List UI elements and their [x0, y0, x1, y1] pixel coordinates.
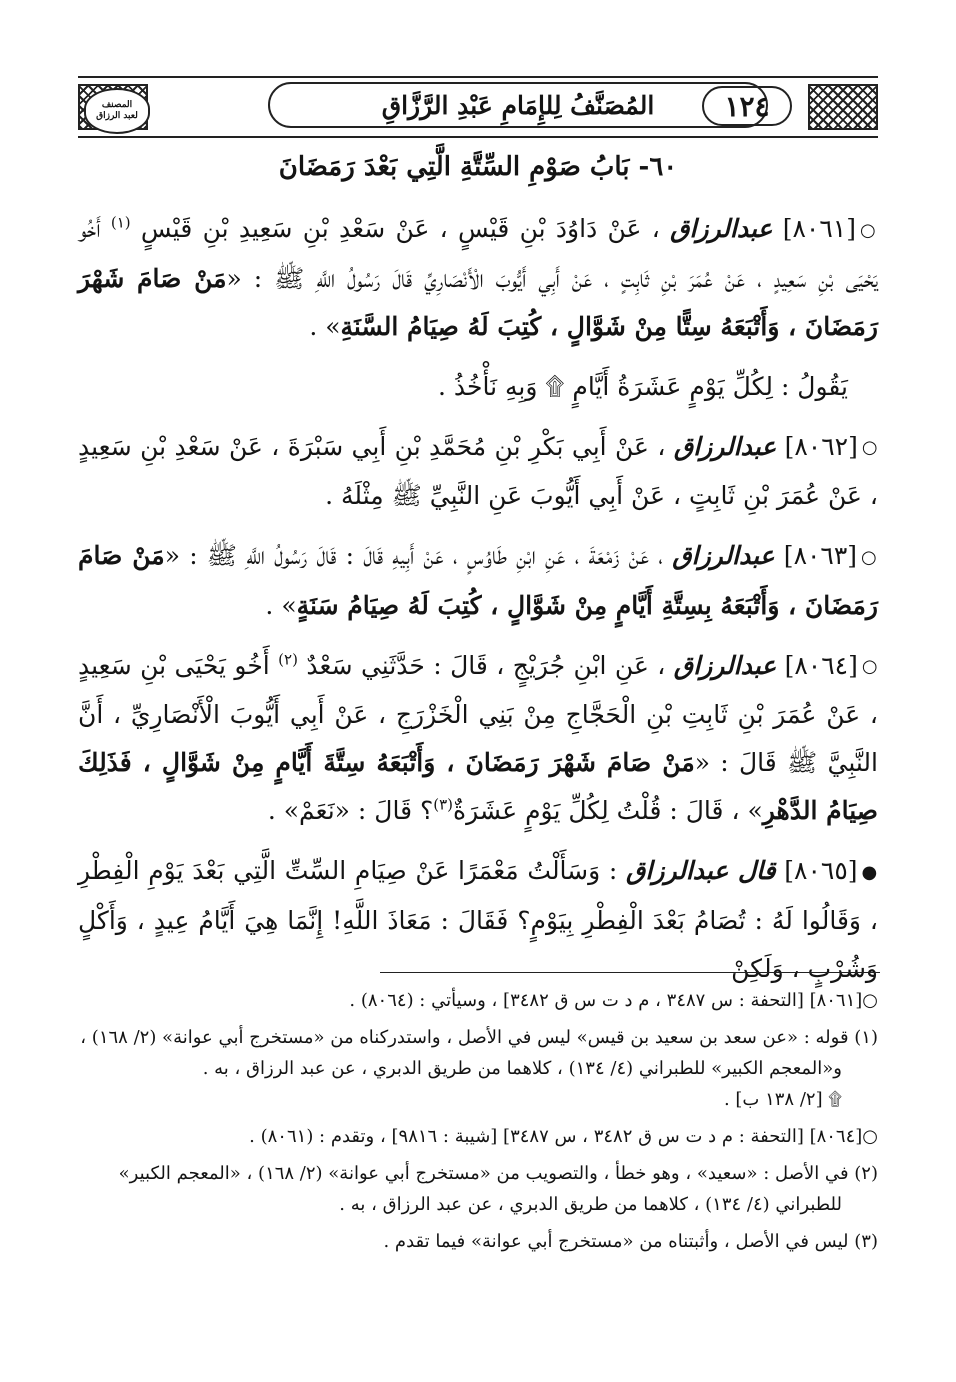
- footnote-3: (٣) ليس في الأصل ، وأثبتناه من «مستخرج أبي عوانة» فيما تقدم .: [383, 1231, 878, 1252]
- narrator: قال عبدالرزاق: [626, 856, 776, 885]
- narrator: عبدالرزاق: [670, 214, 773, 243]
- hadith-number: [٨٠٦١]: [782, 214, 856, 243]
- hadith-marker: ○: [861, 656, 879, 677]
- header-ornament-right: [808, 84, 878, 130]
- chapter-heading: ٦٠- بَابُ صَوْمِ السِّتَّةِ الَّتِي بَعْدَ رَمَضَانَ: [278, 152, 678, 182]
- emblem-line-1: المصنف: [101, 100, 133, 110]
- narrator: عبدالرزاق: [672, 541, 775, 570]
- running-header: [78, 76, 878, 138]
- hadith-8065: [78, 847, 878, 993]
- narrator: عبدالرزاق: [673, 650, 777, 680]
- hadith-marker: ○: [861, 437, 879, 458]
- hadith-number: [٨٠٦٢]: [784, 431, 858, 461]
- footnote-line: (٢) في الأصل : «سعيد» ، وهو خطأ ، والتصويب من «مستخرج أبي عوانة» (٢/ ١٦٨) ، «المعجم الكبير»: [118, 1163, 878, 1184]
- hadith-text: » .: [309, 311, 341, 341]
- hadith-text: ؟ قَالَ : «نَعَمْ» .: [267, 796, 434, 825]
- hadith-text: أَخُو يَحْيَى بْنِ سَعِيدٍ ، عَنْ عُمَرَ بْنِ ثَابِتٍ ، عَنْ أَبِي أَيُّوبَ الْأَنْصَارِيِّ قَالَ رَسُولُ اللَّهِ ﷺ : «: [78, 214, 879, 293]
- footnote-2: [78, 1158, 878, 1220]
- hadith-text: ، عَنِ ابْنِ جُرَيْجٍ ، قَالَ : حَدَّثَنِي سَعْدٌ: [306, 650, 666, 680]
- emblem-line-2: لعبد الرزاق: [96, 111, 138, 121]
- hadith-body: [78, 205, 878, 1005]
- footnote-takhrij-8064: ○[٨٠٦٤] [التحفة : م د ت س ق ٣٤٨٢ ، س ٣٤٨٧] [شيبة : ٩٨١٦] ، وتقدم : (٨٠٦١) .: [249, 1126, 878, 1147]
- page-number: ١٢٤: [702, 86, 792, 126]
- hadith-text: ، عَنْ زَمْعَةَ ، عَنِ ابْنِ طَاوُسٍ ، عَنْ أَبِيهِ قَالَ : قَالَ رَسُولُ اللَّهِ ﷺ : «: [164, 541, 664, 570]
- footnote-takhrij-8061: ○[٨٠٦١] [التحفة : س ٣٤٨٧ ، م د ت س ق ٣٤٨٢] ، وسيأتي : (٨٠٦٤) .: [349, 990, 878, 1011]
- narrator: عبدالرزاق: [673, 431, 777, 461]
- header-ornament-left: [78, 84, 148, 130]
- hadith-number: [٨٠٦٥]: [784, 856, 858, 885]
- prophetic-quote: مَنْ صَامَ شَهْرَ رَمَضَانَ ، وَأَتْبَعَهُ سِتَّةَ أَيَّامٍ مِنْ شَوَّالٍ ، فَذَلِكَ صِيَامُ الدَّهْرِ: [78, 748, 878, 825]
- footnote-ref: (١): [110, 213, 131, 232]
- book-emblem: [84, 88, 150, 134]
- footnote-line: للطبراني (٤/ ١٣٤) ، كلاهما من طريق الدبري ، عن عبد الرزاق ، به .: [339, 1194, 842, 1215]
- hadith-8063: [78, 532, 878, 630]
- hadith-marker: ○: [859, 219, 878, 241]
- hadith-text: » .: [265, 590, 297, 620]
- footnote-ref: (٢): [278, 650, 298, 669]
- prophetic-quote: مَنْ صَامَ رَمَضَانَ ، وَأَتْبَعَهُ بِسِتَّةِ أَيَّامٍ مِنْ شَوَّالٍ ، كُتِبَ لَهُ صِيَامُ سَنَةٍ: [78, 541, 878, 620]
- hadith-number: [٨٠٦٤]: [784, 650, 858, 680]
- book-title: المُصَنَّفُ لِلإِمَامِ عَبْدِ الرَّزَّاقِ: [268, 82, 768, 128]
- hadith-text: » ، قَالَ : قُلْتُ لِكُلِّ يَوْمٍ عَشَرَةٌ: [453, 796, 763, 825]
- footnote-ref: (٣): [433, 795, 454, 814]
- hadith-text: : وَسَأَلْتُ مَعْمَرًا عَنْ صِيَامِ السِّتِّ الَّتِي بَعْدَ يَوْمِ الْفِطْرِ ، وَقَالُوا لَهُ : تُصَامُ بَعْدَ الْفِطْرِ بِيَوْمٍ؟ فَقَالَ : مَعَاذَ اللَّهِ! إِنَّمَا هِيَ أَيَّامُ عِيدٍ ، وَأَكْلٍ وَشُرْبٍ ، وَلَكِنْ: [78, 856, 878, 983]
- hadith-text: ، عَنْ دَاوُدَ بْنِ قَيْسٍ ، عَنْ سَعْدِ بْنِ سَعِيدِ بْنِ قَيْسٍ: [140, 214, 660, 243]
- hadith-text: ، عَنْ أَبِي بَكْرِ بْنِ مُحَمَّدِ بْنِ أَبِي سَبْرَةَ ، عَنْ سَعْدِ بْنِ سَعِيدٍ ، عَنْ عُمَرَ بْنِ ثَابِتٍ ، عَنْ أَبِي أَيُّوبَ عَنِ النَّبِيِّ ﷺ مِثْلَهُ .: [78, 431, 878, 510]
- hadith-marker: ●: [861, 861, 878, 883]
- hadith-comment: يَقُولُ : لِكُلِّ يَوْمٍ عَشَرَةُ أَيَّامٍ ۩ وَبِهِ نَأْخُذُ .: [438, 371, 848, 401]
- hadith-text: أَخُو يَحْيَى بْنِ سَعِيدٍ ، عَنْ عُمَرَ بْنِ ثَابِتِ بْنِ الْحَجَّاجِ مِنْ بَنِي الْخَزْرَجِ ، عَنْ أَبِي أَيُّوبَ الْأَنْصَارِيِّ ، أَنَّ النَّبِيَّ ﷺ قَالَ : «: [78, 650, 878, 777]
- footnote-line: (١) قوله : «عن سعد بن سعيد بن قيس» ليس في الأصل ، واستدركناه من «مستخرج أبي عوانة» (٢/ ١٦٨) ،: [80, 1027, 878, 1048]
- hadith-8062: [78, 423, 878, 521]
- prophetic-quote: مَنْ صَامَ شَهْرَ رَمَضَانَ ، وَأَتْبَعَهُ سِتًّا مِنْ شَوَّالٍ ، كُتِبَ لَهُ صِيَامُ السَّنَةِ: [78, 263, 878, 341]
- hadith-8061: [78, 205, 878, 351]
- footnote-line: ۩ [٢/ ١٣٨ ب] .: [723, 1089, 842, 1110]
- footnote-1: [78, 1022, 878, 1115]
- footnotes: [78, 985, 878, 1263]
- hadith-8064: [78, 642, 878, 836]
- footnote-divider: [380, 972, 880, 973]
- footnote-line: و«المعجم الكبير» للطبراني (٤/ ١٣٤) ، كلاهما من طريق الدبري ، عن عبد الرزاق ، به .: [202, 1058, 842, 1079]
- hadith-number: [٨٠٦٣]: [783, 541, 858, 570]
- hadith-marker: ○: [861, 546, 878, 568]
